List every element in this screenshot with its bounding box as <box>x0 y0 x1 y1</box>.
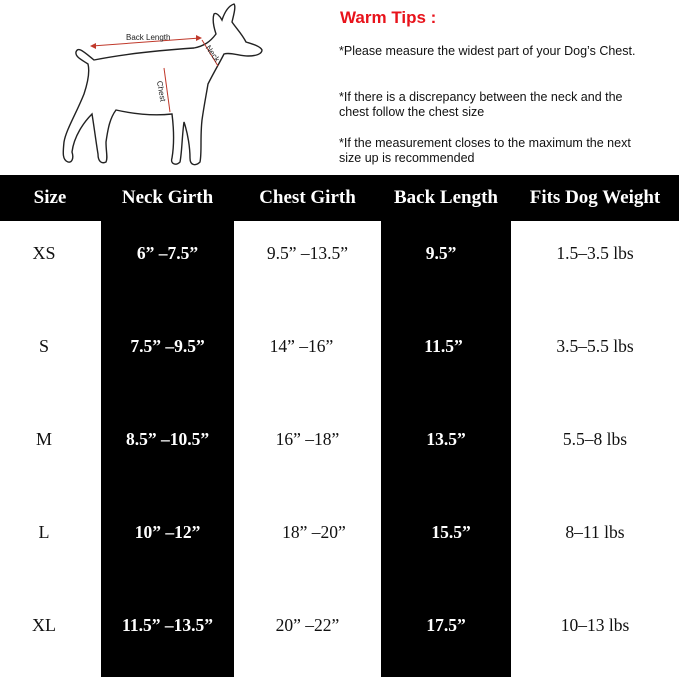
row-l-weight: 8–11 lbs <box>565 522 625 542</box>
dog-measurement-diagram <box>54 2 280 170</box>
header-size: Size <box>33 187 67 208</box>
row-xl-weight: 10–13 lbs <box>560 615 630 635</box>
row-xl-neck: 11.5” –13.5” <box>122 615 213 635</box>
row-l-size: L <box>38 522 50 542</box>
size-table-header <box>0 175 679 221</box>
row-m-size: M <box>35 429 52 449</box>
row-l-back: 15.5” <box>431 522 471 542</box>
tip-size-up: *If the measurement closes to the maximum the next size up is recommended <box>339 136 631 165</box>
row-s-chest: 14” –16” <box>269 336 334 356</box>
tip-widest-chest: *Please measure the widest part of your Dog’s Chest. <box>339 44 636 58</box>
back-length-arrow-right <box>196 35 202 41</box>
row-xs-back: 9.5” <box>425 243 457 263</box>
row-s-size: S <box>38 336 49 356</box>
header-back-length: Back Length <box>394 187 498 208</box>
row-xs-size: XS <box>32 243 56 263</box>
row-xl-chest: 20” –22” <box>275 615 340 635</box>
tip-discrepancy: *If there is a discrepancy between the neck and the chest follow the chest size <box>339 90 623 119</box>
row-s-neck: 7.5” –9.5” <box>130 336 205 356</box>
row-m-neck: 8.5” –10.5” <box>125 429 210 449</box>
row-l-chest: 18” –20” <box>282 522 346 542</box>
row-l-neck: 10” –12” <box>134 522 201 542</box>
row-s-weight: 3.5–5.5 lbs <box>556 336 634 356</box>
row-xs-neck: 6” –7.5” <box>136 243 199 263</box>
header-neck-girth: Neck Girth <box>121 187 214 208</box>
row-xs-weight: 1.5–3.5 lbs <box>556 243 634 263</box>
row-m-chest: 16” –18” <box>275 429 340 449</box>
header-fits-dog-weight: Fits Dog Weight <box>529 187 661 208</box>
row-s-back: 11.5” <box>424 336 463 356</box>
row-m-back: 13.5” <box>426 429 466 449</box>
row-xl-back: 17.5” <box>426 615 466 635</box>
row-xs-chest: 9.5” –13.5” <box>266 243 349 263</box>
row-xl-size: XL <box>32 615 56 635</box>
neck-label: Neck <box>203 43 222 64</box>
top-section <box>0 0 679 175</box>
back-length-arrow-left <box>90 43 96 49</box>
back-length-label: Back Length <box>126 33 171 42</box>
warm-tips-title: Warm Tips : <box>340 8 437 27</box>
row-m-weight: 5.5–8 lbs <box>562 429 628 449</box>
header-chest-girth: Chest Girth <box>259 187 356 208</box>
chest-label: Chest <box>154 80 168 103</box>
